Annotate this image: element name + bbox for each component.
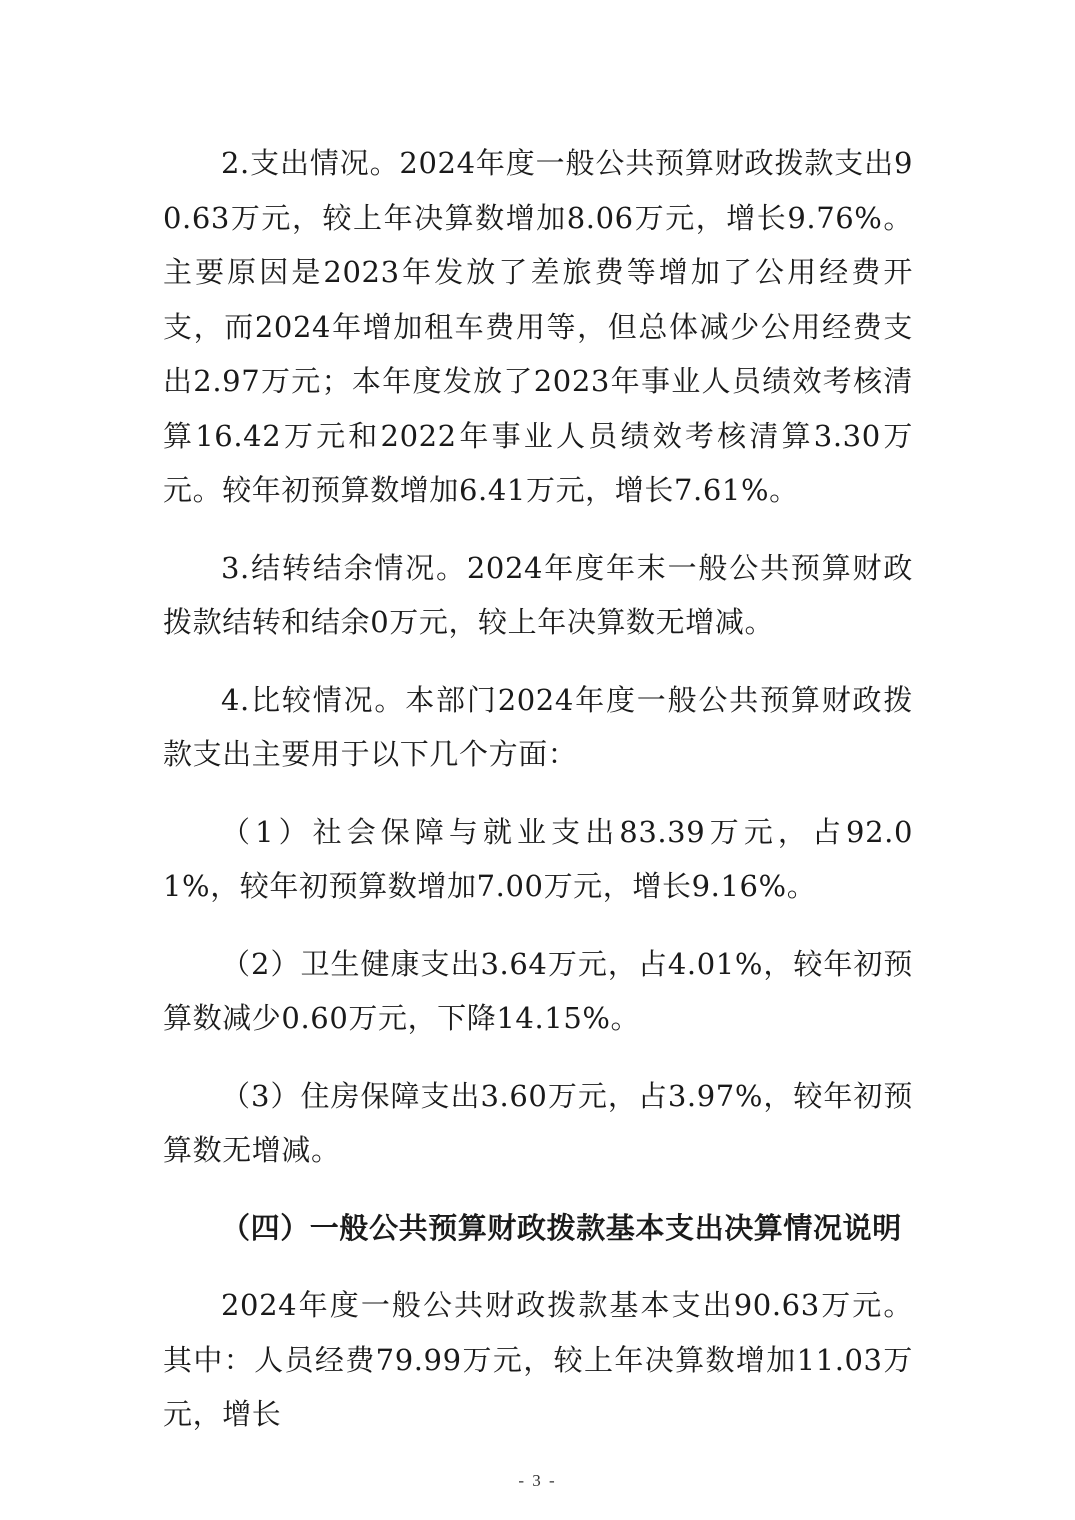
- document-body: [163, 136, 913, 1442]
- paragraph-item-3: （3）住房保障支出3.60万元，占3.97%，较年初预算数无增减。: [163, 1078, 913, 1167]
- section-heading: （四）一般公共预算财政拨款基本支出决算情况说明: [221, 1210, 902, 1245]
- paragraph-basic-expenditure: 2024年度一般公共财政拨款基本支出90.63万元。其中：人员经费79.99万元，较上年决算数增加11.03万元，增长: [163, 1288, 913, 1431]
- paragraph-carryover: 3.结转结余情况。2024年度年末一般公共预算财政拨款结转和结余0万元，较上年决算数无增减。: [163, 550, 913, 639]
- paragraph-item-1: （1）社会保障与就业支出83.39万元，占92.01%，较年初预算数增加7.00万元，增长9.16%。: [163, 814, 913, 903]
- paragraph-item-2: （2）卫生健康支出3.64万元，占4.01%，较年初预算数减少0.60万元，下降14.15%。: [163, 946, 913, 1035]
- page-number: - 3 -: [518, 1471, 557, 1490]
- paragraph-expenditure: 2.支出情况。2024年度一般公共预算财政拨款支出90.63万元，较上年决算数增加8.06万元，增长9.76%。主要原因是2023年发放了差旅费等增加了公用经费开支，而2024年增加租车费用等，但总体减少公用经费支出2.97万元；本年度发放了2023年事业人员绩效考核清算16.42万元和2022年事业人员绩效考核清算3.30万元。较年初预算数增加6.41万元，增长7.61%。: [163, 146, 913, 507]
- paragraph-comparison: 4.比较情况。本部门2024年度一般公共预算财政拨款支出主要用于以下几个方面：: [163, 682, 913, 771]
